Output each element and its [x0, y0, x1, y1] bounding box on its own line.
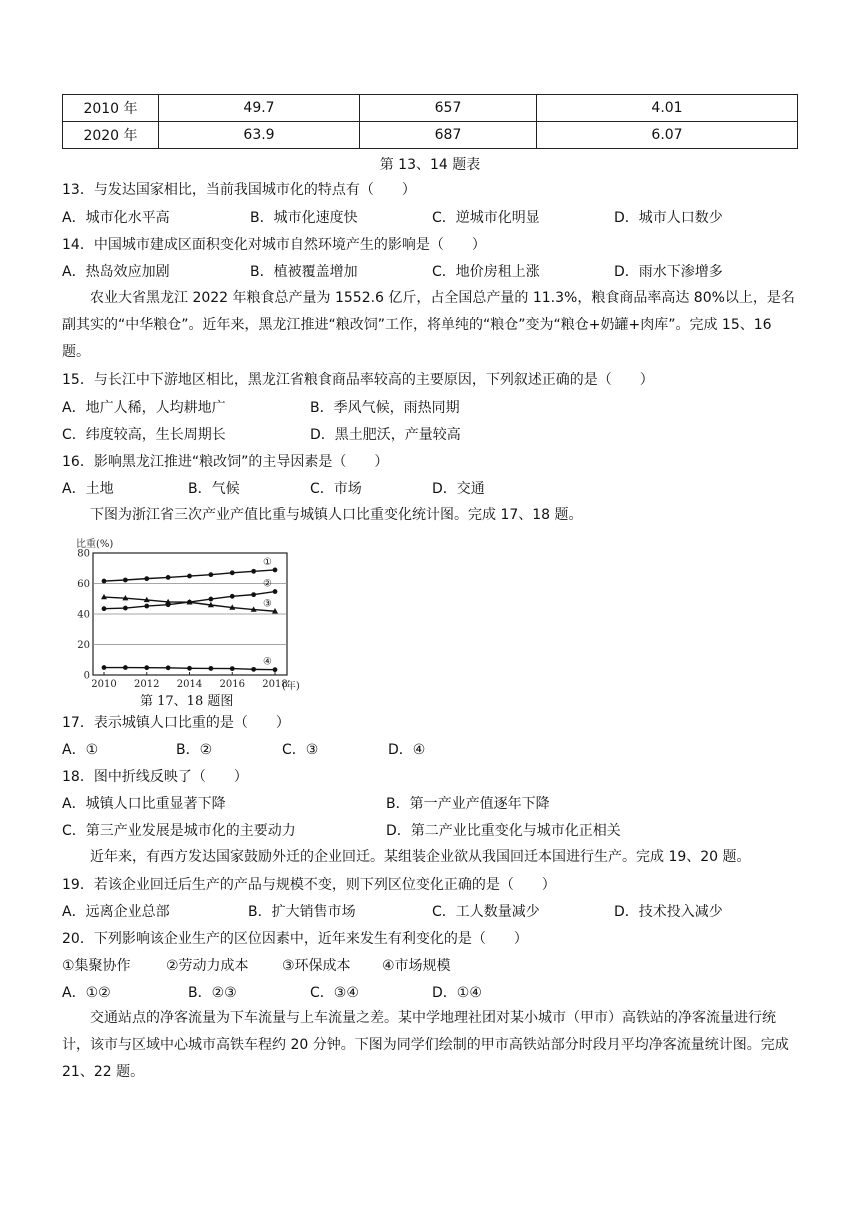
- table-caption: 第 13、14 题表: [379, 157, 481, 173]
- y-axis-label: 比重(%): [76, 539, 114, 550]
- q16-option-d: D．交通: [432, 481, 485, 497]
- data-point: [123, 606, 128, 611]
- q20-item-1: ①集聚协作: [62, 958, 131, 974]
- data-point: [251, 569, 256, 574]
- x-tick-label: 2014: [176, 679, 203, 690]
- data-point: [144, 665, 149, 670]
- y-ticks: [77, 549, 90, 682]
- q17-option-c: C．③: [282, 742, 319, 758]
- table-cell: 657: [360, 95, 537, 122]
- q13-option-a: A．城市化水平高: [62, 210, 170, 226]
- passage-15-16: 农业大省黑龙江 2022 年粮食总产量为 1552.6 亿斤，占全国总产量的 11.3%，粮食商品率高达 80%以上，是名副其实的“中华粮仓”。近年来，黑龙江推进“粮改饲”工作，将单纯的“粮仓”变为“粮仓+奶罐+肉库”。完成 15、16 题。: [62, 290, 795, 360]
- x-axis-unit: (年): [282, 681, 300, 692]
- passage-19-20: 近年来，有西方发达国家鼓励外迁的企业回迁。某组装企业欲从我国回迁本国进行生产。完成 19、20 题。: [90, 849, 751, 865]
- data-point: [123, 578, 128, 583]
- q16-option-c: C．市场: [310, 481, 362, 497]
- data-point: [166, 575, 171, 580]
- q14-option-c: C．地价房租上涨: [432, 264, 540, 280]
- question-19-stem: 19．若该企业回迁后生产的产品与规模不变，则下列区位变化正确的是（ ）: [62, 877, 556, 893]
- q19-option-a: A．远离企业总部: [62, 904, 170, 920]
- question-17-stem: 17．表示城镇人口比重的是（ ）: [62, 715, 290, 731]
- data-point: [144, 604, 149, 609]
- data-point: [144, 576, 149, 581]
- q15-option-c: C．纬度较高，生长周期长: [62, 427, 226, 443]
- table-row: [63, 122, 798, 149]
- data-point: [230, 666, 235, 671]
- q17-option-d: D．④: [388, 742, 426, 758]
- data-point: [102, 579, 107, 584]
- data-point: [208, 666, 213, 671]
- data-point: [208, 597, 213, 602]
- grid: [93, 584, 287, 645]
- data-point: [102, 665, 107, 670]
- table-cell: 4.01: [537, 95, 798, 122]
- table-cell: 49.7: [159, 95, 360, 122]
- q18-option-a: A．城镇人口比重显著下降: [62, 796, 226, 812]
- data-point: [251, 667, 256, 672]
- table-cell: 63.9: [159, 122, 360, 149]
- y-tick-label: 80: [77, 548, 90, 560]
- table-cell: 2010 年: [63, 95, 159, 122]
- q15-option-b: B．季风气候，雨热同期: [310, 400, 460, 416]
- q20-item-3: ③环保成本: [282, 958, 351, 974]
- x-tick-label: 2018: [262, 679, 288, 690]
- series-label: ②: [263, 578, 272, 590]
- series-label: ①: [263, 556, 272, 568]
- x-tick-label: 2016: [219, 679, 245, 690]
- q14-option-a: A．热岛效应加剧: [62, 264, 170, 280]
- q14-option-b: B．植被覆盖增加: [250, 264, 358, 280]
- q20-item-4: ④市场规模: [382, 958, 451, 974]
- data-point: [102, 606, 107, 611]
- question-18-stem: 18．图中折线反映了（ ）: [62, 769, 248, 785]
- table-cell: 687: [360, 122, 537, 149]
- passage-17-18: 下图为浙江省三次产业产值比重与城镇人口比重变化统计图。完成 17、18 题。: [90, 507, 583, 523]
- series-group: [101, 557, 278, 672]
- data-point: [273, 667, 278, 672]
- table-row: [63, 95, 798, 122]
- data-point: [230, 570, 235, 575]
- table-cell: 6.07: [537, 122, 798, 149]
- passage-21-22: 交通站点的净客流量为下车流量与上车流量之差。某中学地理社团对某小城市（甲市）高铁站的净客流量进行统计，该市与区域中心城市高铁车程约 20 分钟。下图为同学们绘制的甲市高铁站部分时段月平均净客流量统计图。完成 21、22 题。: [62, 1010, 789, 1080]
- data-point: [251, 592, 256, 597]
- data-point: [187, 666, 192, 671]
- q16-option-a: A．土地: [62, 481, 114, 497]
- data-point: [166, 665, 171, 670]
- data-point: [273, 589, 278, 594]
- q20-option-c: C．③④: [310, 985, 359, 1001]
- q20-option-a: A．①②: [62, 985, 111, 1001]
- q18-option-b: B．第一产业产值逐年下降: [386, 796, 550, 812]
- q15-option-d: D．黑土肥沃，产量较高: [310, 427, 461, 443]
- question-16-stem: 16．影响黑龙江推进“粮改饲”的主导因素是（ ）: [62, 454, 389, 470]
- q13-option-d: D．城市人口数少: [614, 210, 723, 226]
- series-label: ④: [263, 656, 272, 668]
- q18-option-d: D．第二产业比重变化与城市化正相关: [386, 823, 621, 839]
- q17-option-b: B．②: [176, 742, 213, 758]
- question-15-stem: 15．与长江中下游地区相比，黑龙江省粮食商品率较高的主要原因，下列叙述正确的是（ ）: [62, 372, 654, 388]
- y-tick-label: 60: [77, 579, 90, 590]
- q20-item-2: ②劳动力成本: [166, 958, 249, 974]
- question-20-stem: 20．下列影响该企业生产的区位因素中，近年来发生有利变化的是（ ）: [62, 931, 528, 947]
- q17-option-a: A．①: [62, 742, 99, 758]
- data-point: [187, 574, 192, 579]
- q13-option-c: C．逆城市化明显: [432, 210, 540, 226]
- data-table: [62, 94, 798, 149]
- q19-option-c: C．工人数量减少: [432, 904, 540, 920]
- q15-option-a: A．地广人稀，人均耕地广: [62, 400, 226, 416]
- y-tick-label: 40: [77, 609, 90, 621]
- q13-option-b: B．城市化速度快: [250, 210, 358, 226]
- y-tick-label: 20: [77, 640, 90, 651]
- x-tick-label: 2010: [91, 679, 117, 690]
- line-chart: [62, 535, 322, 695]
- question-13-stem: 13．与发达国家相比，当前我国城市化的特点有（ ）: [62, 182, 416, 198]
- data-point: [230, 594, 235, 599]
- q16-option-b: B．气候: [188, 481, 240, 497]
- y-tick-label: 0: [83, 670, 90, 682]
- data-point: [208, 572, 213, 577]
- q18-option-c: C．第三产业发展是城市化的主要动力: [62, 823, 296, 839]
- data-point: [123, 665, 128, 670]
- x-tick-label: 2012: [134, 679, 160, 690]
- data-point: [273, 568, 278, 573]
- chart-caption: 第 17、18 题图: [140, 694, 234, 709]
- q14-option-d: D．雨水下渗增多: [614, 264, 723, 280]
- q19-option-b: B．扩大销售市场: [248, 904, 356, 920]
- question-14-stem: 14．中国城市建成区面积变化对城市自然环境产生的影响是（ ）: [62, 237, 486, 253]
- series-label: ③: [263, 598, 272, 610]
- q19-option-d: D．技术投入减少: [614, 904, 723, 920]
- q20-option-b: B．②③: [188, 985, 237, 1001]
- table-cell: 2020 年: [63, 122, 159, 149]
- q20-option-d: D．①④: [432, 985, 482, 1001]
